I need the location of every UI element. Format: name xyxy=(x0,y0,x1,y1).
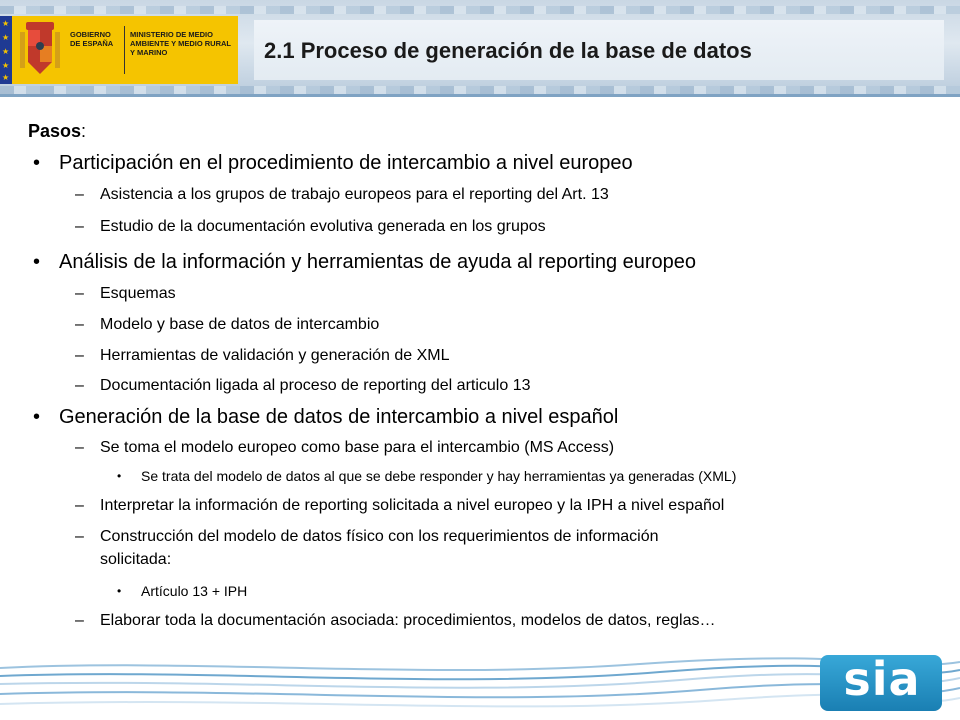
list-item: Generación de la base de datos de intercambio a nivel español xyxy=(59,406,619,428)
list-item: Análisis de la información y herramientas de ayuda al reporting europeo xyxy=(59,251,697,273)
dash-marker: – xyxy=(75,316,84,333)
intro-label-bold: Pasos xyxy=(28,121,82,141)
eu-flag-icon: ★ ★ ★ ★ ★ xyxy=(0,16,12,84)
dash-marker: – xyxy=(75,528,84,545)
bullet-marker: • xyxy=(33,406,41,428)
list-item-continuation: solicitada: xyxy=(100,551,172,568)
gobierno-label: GOBIERNO DE ESPAÑA xyxy=(70,30,114,48)
sub-bullet-marker: • xyxy=(117,584,122,598)
dash-marker: – xyxy=(75,347,84,364)
list-item: Asistencia a los grupos de trabajo europeos para el reporting del Art. 13 xyxy=(100,186,609,203)
dash-marker: – xyxy=(75,186,84,203)
list-item: Se trata del modelo de datos al que se debe responder y hay herramientas ya generadas (XML) xyxy=(141,468,737,484)
list-item: Elaborar toda la documentación asociada: procedimientos, modelos de datos, reglas… xyxy=(100,612,716,629)
bullet-marker: • xyxy=(33,152,41,174)
sia-logo-text: sia xyxy=(843,652,921,706)
list-item: Artículo 13 + IPH xyxy=(141,583,248,599)
ministerio-label: MINISTERIO DE MEDIO AMBIENTE Y MEDIO RURAL Y MARINO xyxy=(130,30,231,57)
intro-label-suffix: : xyxy=(81,121,87,141)
dash-marker: – xyxy=(75,285,84,302)
list-item: Herramientas de validación y generación de XML xyxy=(100,347,450,364)
intro-label xyxy=(28,121,86,142)
dash-marker: – xyxy=(75,218,84,235)
list-item: Modelo y base de datos de intercambio xyxy=(100,316,380,333)
footer-waves xyxy=(0,650,960,720)
dash-marker: – xyxy=(75,497,84,514)
dash-marker: – xyxy=(75,377,84,394)
list-item: Construcción del modelo de datos físico con los requerimientos de información xyxy=(100,528,659,545)
sub-bullet-marker: • xyxy=(117,469,122,483)
list-item: Estudio de la documentación evolutiva generada en los grupos xyxy=(100,218,546,235)
list-item: Interpretar la información de reporting solicitada a nivel europeo y la IPH a nivel español xyxy=(100,497,725,514)
list-item: Se toma el modelo europeo como base para el intercambio (MS Access) xyxy=(100,439,615,456)
slide-title: 2.1 Proceso de generación de la base de datos xyxy=(264,38,752,63)
list-item: Participación en el procedimiento de intercambio a nivel europeo xyxy=(59,152,633,174)
bullet-marker: • xyxy=(33,251,41,273)
list-item: Documentación ligada al proceso de reporting del articulo 13 xyxy=(100,377,531,394)
dash-marker: – xyxy=(75,439,84,456)
list-item: Esquemas xyxy=(100,285,176,302)
dash-marker: – xyxy=(75,612,84,629)
